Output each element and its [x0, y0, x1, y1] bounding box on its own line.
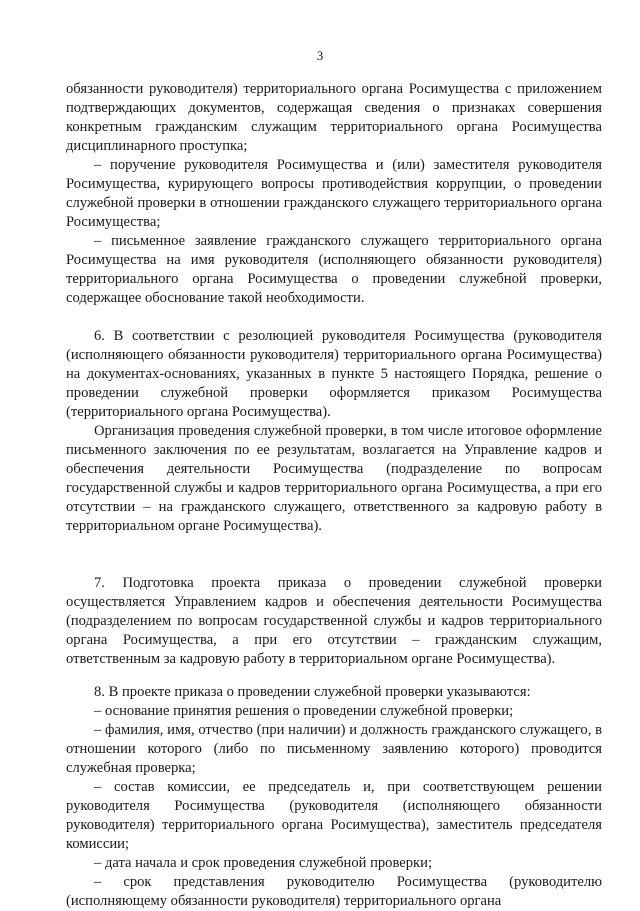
list-item: – поручение руководителя Росимущества и (или) заместителя руководителя Росимущества, курирующего вопросы противодействия коррупции, о проведении служебной проверки в отношении гражданского служащего территориального органа Росимущества; [66, 157, 602, 230]
list-item: – состав комиссии, ее председатель и, при соответствующем решении руководителя Росимущества (руководителя (исполняющего обязанности руководителя) территориального органа Росимущества), заместитель председателя комиссии; [66, 779, 602, 852]
list-item: – дата начала и срок проведения служебной проверки; [94, 855, 433, 871]
page-number: 3 [316, 48, 324, 63]
paragraph-clause-8: 8. В проекте приказа о проведении служебной проверки указываются: [94, 684, 531, 700]
list-item: – письменное заявление гражданского служащего территориального органа Росимущества на имя руководителя (исполняющего обязанности руководителя) территориального органа Росимущества о проведении служебной проверки, содержащее обоснование такой необходимости. [66, 233, 602, 306]
list-item: – срок представления руководителю Росимущества (руководителю (исполняющему обязанности руководителя) территориального органа [66, 874, 602, 909]
list-item: – основание принятия решения о проведении служебной проверки; [94, 703, 514, 719]
document-body [66, 80, 602, 911]
paragraph: Организация проведения служебной проверки, в том числе итоговое оформление письменного заключения по ее результатам, возлагается на Управление кадров и обеспечения деятельности Росимущества (подразделение по вопросам государственной службы и кадров территориального органа Росимущества, а при его отсутствии – на гражданского служащего, ответственного за кадровую работу в территориальном органе Росимущества). [66, 423, 602, 534]
paragraph: обязанности руководителя) территориального органа Росимущества с приложением подтверждающих документов, содержащая сведения о признаках совершения конкретным гражданским служащим территориального органа Росимущества дисциплинарного проступка; [66, 81, 602, 154]
list-item: – фамилия, имя, отчество (при наличии) и должность гражданского служащего, в отношении которого (либо по письменному заявлению которого) проводится служебная проверка; [66, 722, 602, 776]
paragraph-clause-7: 7. Подготовка проекта приказа о проведении служебной проверки осуществляется Управлением кадров и обеспечения деятельности Росимущества (подразделением по вопросам государственной службы и кадров территориального органа Росимущества, а при его отсутствии – гражданским служащим, ответственным за кадровую работу в территориальном органе Росимущества). [66, 575, 602, 667]
paragraph-clause-6: 6. В соответствии с резолюцией руководителя Росимущества (руководителя (исполняющего обязанности руководителя) территориального органа Росимущества) на документах-основаниях, указанных в пункте 5 настоящего Порядка, решение о проведении служебной проверки оформляется приказом Росимущества (территориального органа Росимущества). [66, 328, 602, 420]
